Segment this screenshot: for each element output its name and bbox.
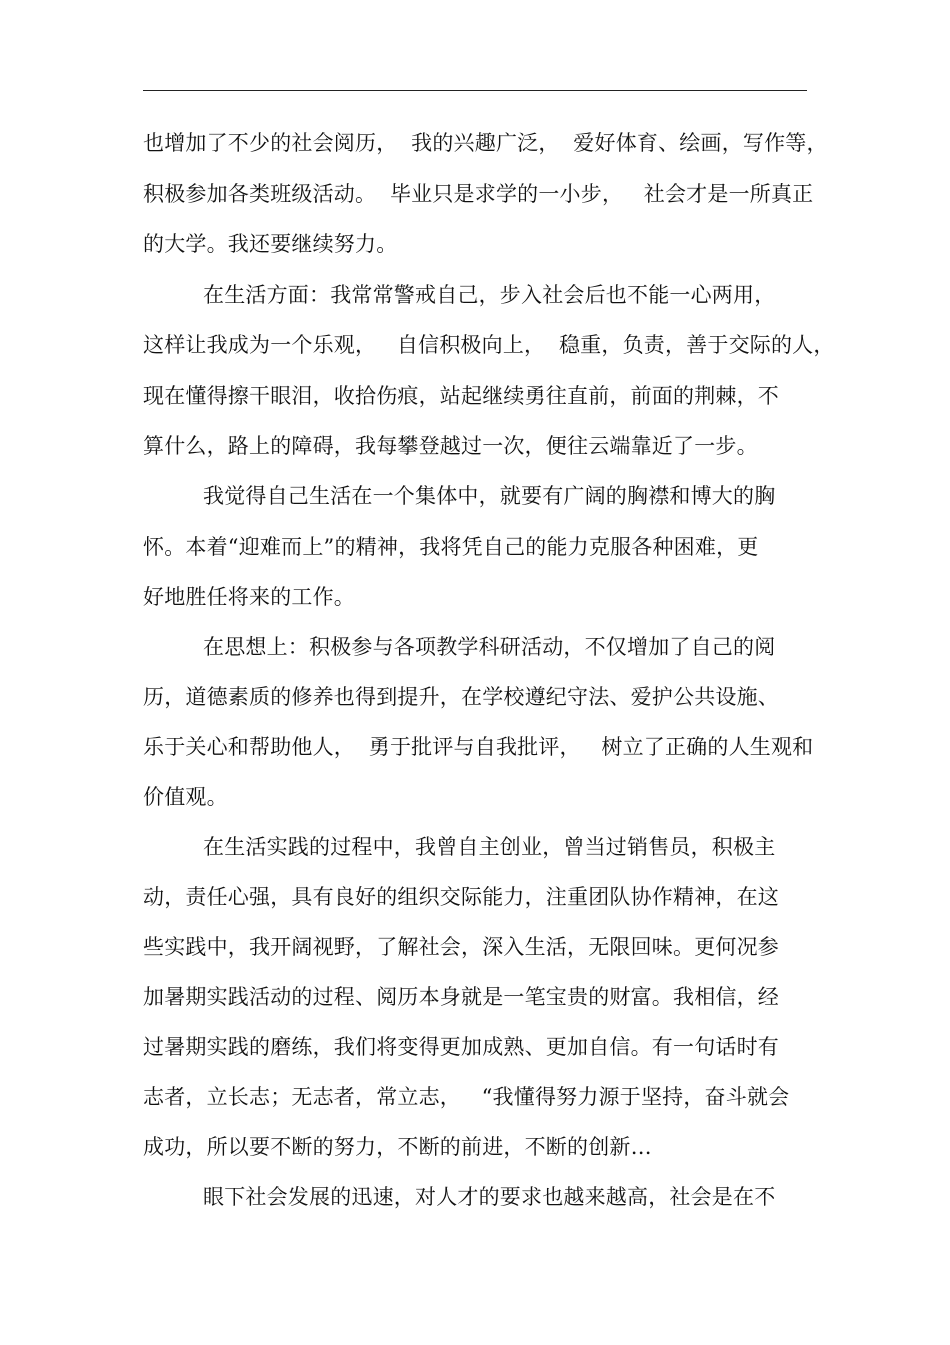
text-line: 算什么，路上的障碍，我每攀登越过一次，便往云端靠近了一步。 (143, 434, 758, 458)
text-line: 怀。本着“迎难而上”的精神，我将凭自己的能力克服各种困难，更 (143, 535, 759, 559)
paragraph-first-line: 眼下社会发展的迅速，对人才的要求也越来越高，社会是在不 (203, 1185, 776, 1209)
text-line: 历，道德素质的修养也得到提升，在学校遵纪守法、爱护公共设施、 (143, 685, 779, 709)
text-line: 些实践中，我开阔视野，了解社会，深入生活，无限回味。更何况参 (143, 935, 779, 959)
text-line: 乐于关心和帮助他人， 勇于批评与自我批评， 树立了正确的人生观和 (143, 735, 814, 759)
text-line: 加暑期实践活动的过程、阅历本身就是一笔宝贵的财富。我相信，经 (143, 985, 779, 1009)
paragraph-first-line: 在生活方面：我常常警戒自己，步入社会后也不能一心两用， (203, 283, 776, 307)
text-line: 成功，所以要不断的努力，不断的前进，不断的创新… (143, 1135, 652, 1159)
text-line: 志者，立长志；无志者，常立志， “我懂得努力源于坚持，奋斗就会 (143, 1085, 790, 1109)
paragraph-first-line: 在思想上：积极参与各项教学科研活动，不仅增加了自己的阅 (203, 635, 776, 659)
text-line: 现在懂得擦干眼泪，收拾伤痕，站起继续勇往直前，前面的荆棘，不 (143, 384, 779, 408)
header-rule (143, 90, 807, 91)
text-line: 动，责任心强，具有良好的组织交际能力，注重团队协作精神，在这 (143, 885, 779, 909)
text-line: 价值观。 (143, 785, 228, 809)
text-line: 的大学。我还要继续努力。 (143, 232, 398, 256)
paragraph-first-line: 在生活实践的过程中，我曾自主创业，曾当过销售员，积极主 (203, 835, 776, 859)
paragraph-first-line: 我觉得自己生活在一个集体中，就要有广阔的胸襟和博大的胸 (203, 484, 776, 508)
text-line: 这样让我成为一个乐观， 自信积极向上， 稳重，负责，善于交际的人， (143, 333, 835, 357)
text-line: 也增加了不少的社会阅历， 我的兴趣广泛， 爱好体育、绘画，写作等， (143, 131, 828, 155)
text-line: 过暑期实践的磨练，我们将变得更加成熟、更加自信。有一句话时有 (143, 1035, 779, 1059)
text-line: 积极参加各类班级活动。 毕业只是求学的一小步， 社会才是一所真正 (143, 182, 814, 206)
text-line: 好地胜任将来的工作。 (143, 585, 355, 609)
